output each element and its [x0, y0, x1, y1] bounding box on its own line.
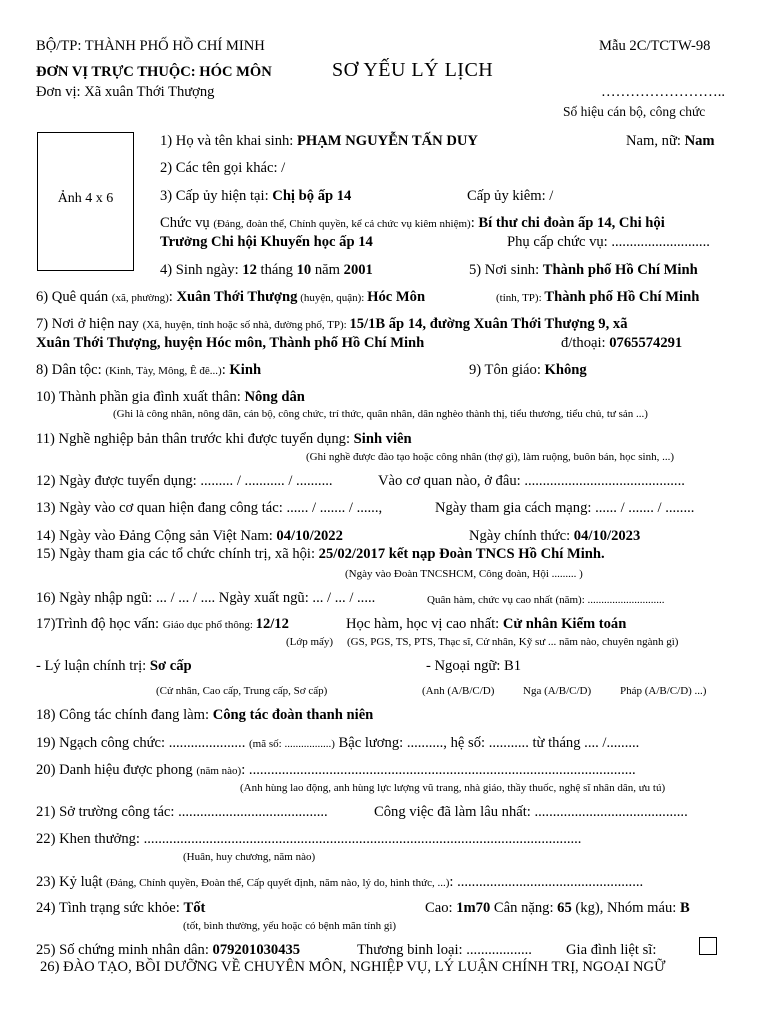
titles-label: 20) Danh hiệu được phong — [36, 762, 197, 778]
residence-line2: Xuân Thới Thượng, huyện Hóc môn, Thành phố Hồ Chí Minh — [36, 335, 425, 351]
field-martyr-family: Gia đình liệt sĩ: — [566, 942, 657, 958]
party-date-value: 04/10/2022 — [276, 528, 343, 544]
field-phone — [561, 335, 682, 352]
position-label: Chức vụ — [160, 215, 214, 231]
field-residence — [36, 316, 628, 334]
party-date-label: 14) Ngày vào Đảng Cộng sản Việt Nam: — [36, 528, 277, 544]
field-health — [36, 900, 205, 917]
education-grade-hint: (Lớp mấy) — [286, 636, 334, 648]
photo-caption: Ảnh 4 x 6 — [57, 191, 114, 206]
weight-label: Cân nặng: — [490, 900, 558, 916]
education-grade: 12/12 — [255, 616, 289, 632]
photo-placeholder — [37, 132, 134, 271]
party-official-label: Ngày chính thức: — [469, 528, 574, 544]
field-military-service: 16) Ngày nhập ngũ: ... / ... / .... Ngày xuất ngũ: ... / ... / ..... — [36, 590, 376, 606]
field-current-work — [36, 707, 373, 724]
awards-hint: (Huân, huy chương, năm nào) — [183, 851, 316, 863]
titles-hint: (Anh hùng lao động, anh hùng lực lượng vũ trang, nhà giáo, thầy thuốc, nghệ sĩ nhân dân, ưu tú) — [240, 782, 666, 794]
salary-scale: Bậc lương: .........., hệ số: ........... từ tháng .... /......... — [334, 735, 640, 751]
organizations-hint: (Ngày vào Đoàn TNCSHCM, Công đoàn, Hội ......... ) — [345, 568, 583, 580]
committee-label: 3) Cấp ủy hiện tại: — [160, 188, 273, 204]
gender-label: Nam, nữ: — [626, 133, 685, 149]
phone-label: đ/thoại: — [561, 335, 610, 351]
civil-grade-code-hint: (mã số: .................) — [249, 738, 335, 750]
field-strengths: 21) Sở trường công tác: ......................................... — [36, 804, 328, 820]
hometown-label: 6) Quê quán — [36, 289, 112, 305]
id-number-label: 25) Số chứng minh nhân dân: — [36, 942, 213, 958]
ethnicity-colon: : — [221, 362, 230, 378]
residence-line1: 15/1B ấp 14, đường Xuân Thới Thượng 9, xã — [349, 316, 628, 332]
field-full-name — [160, 133, 478, 150]
committee-value: Chị bộ ấp 14 — [272, 188, 352, 204]
discipline-hint: (Đảng, Chính quyền, Đoàn thể, Cấp quyết định, năm nào, lý do, hình thức, ...) — [106, 877, 450, 889]
form-code: Mẫu 2C/TCTW-98 — [599, 38, 711, 54]
ministry-label: BỘ/TP: THÀNH PHỐ HỒ CHÍ MINH — [36, 38, 265, 54]
organizations-value: 25/02/2017 kết nạp Đoàn TNCS Hồ Chí Minh. — [318, 546, 605, 562]
discipline-label: 23) Kỷ luật — [36, 874, 107, 890]
section-26-heading: 26) ĐÀO TẠO, BỒI DƯỠNG VỀ CHUYÊN MÔN, NGHIỆP VỤ, LÝ LUẬN CHÍNH TRỊ, NGOẠI NGỮ — [40, 959, 666, 975]
ethnicity-label: 8) Dân tộc: — [36, 362, 106, 378]
political-theory-hint: (Cử nhân, Cao cấp, Trung cấp, Sơ cấp) — [156, 685, 328, 697]
political-theory-label: - Lý luận chính trị: — [36, 658, 150, 674]
titles-year-hint: (năm nào) — [196, 765, 242, 777]
position-value-line1: Bí thư chi đoàn ấp 14, Chi hội — [478, 215, 665, 231]
weight-value: 65 — [557, 900, 572, 916]
field-foreign-language: - Ngoại ngữ: B1 — [426, 658, 522, 674]
staff-id-caption: Số hiệu cán bộ, công chức — [563, 104, 706, 119]
prior-occupation-label: 11) Nghề nghiệp bản thân trước khi được tuyển dụng: — [36, 431, 354, 447]
titles-dots: : .......................................................................................................... — [241, 762, 636, 778]
degree-label: Học hàm, học vị cao nhất: — [346, 616, 503, 632]
field-hometown — [36, 289, 425, 307]
field-recruit-date: 12) Ngày được tuyển dụng: ......... / ........... / .......... — [36, 473, 333, 489]
field-revolution-date: Ngày tham gia cách mạng: ...... / ....... / ........ — [435, 500, 695, 516]
blood-label: (kg), Nhóm máu: — [571, 900, 680, 916]
field-ethnicity — [36, 362, 261, 380]
field-hometown-province — [496, 289, 699, 307]
religion-label: 9) Tôn giáo: — [469, 362, 545, 378]
hometown-colon: : — [168, 289, 177, 305]
residence-label: 7) Nơi ở hiện nay — [36, 316, 143, 332]
unit-label: Đơn vị: Xã xuân Thới Thượng — [36, 84, 215, 100]
current-work-value: Công tác đoàn thanh niên — [212, 707, 374, 723]
language-hint-french: Pháp (A/B/C/D) ...) — [620, 685, 707, 697]
field-party-date — [36, 528, 343, 545]
hometown-commune: Xuân Thới Thượng — [176, 289, 298, 305]
current-work-label: 18) Công tác chính đang làm: — [36, 707, 213, 723]
education-label: 17)Trình độ học vấn: — [36, 616, 163, 632]
field-other-names: 2) Các tên gọi khác: / — [160, 160, 286, 176]
field-longest-job: Công việc đã làm lâu nhất: .......................................... — [374, 804, 688, 820]
civil-grade-label: 19) Ngạch công chức: ..................... — [36, 735, 249, 751]
language-hint-english: (Anh (A/B/C/D) — [422, 685, 495, 697]
family-class-label: 10) Thành phần gia đình xuất thân: — [36, 389, 245, 405]
height-value: 1m70 — [456, 900, 491, 916]
health-label: 24) Tình trạng sức khỏe: — [36, 900, 184, 916]
health-value: Tốt — [183, 900, 206, 916]
field-war-invalid: Thương binh loại: .................. — [357, 942, 532, 958]
id-number-value: 079201030435 — [212, 942, 301, 958]
field-civil-grade — [36, 735, 639, 753]
field-current-committee — [160, 188, 351, 205]
parent-unit-label: ĐƠN VỊ TRỰC THUỘC: HÓC MÔN — [36, 64, 272, 80]
discipline-dots: : ................................................... — [449, 874, 644, 890]
degree-hint: (GS, PGS, TS, PTS, Thạc sĩ, Cử nhân, Kỹ sư ... năm nào, chuyên ngành gì) — [347, 636, 679, 648]
birth-month: 10 — [296, 262, 312, 278]
hometown-hint-district: (huyện, quận): — [297, 292, 368, 304]
ethnicity-hint: (Kinh, Tày, Mông, Ê đê...) — [105, 365, 222, 377]
position-colon: : — [470, 215, 479, 231]
field-discipline — [36, 874, 643, 892]
field-titles — [36, 762, 636, 780]
field-education — [36, 616, 289, 634]
field-awards: 22) Khen thưởng: ........................................................................................................................ — [36, 831, 582, 847]
field-religion — [469, 362, 587, 379]
full-name-value: PHẠM NGUYỄN TẤN DUY — [297, 133, 478, 149]
residence-hint: (Xã, huyện, tỉnh hoặc số nhà, đường phố, TP): — [142, 319, 350, 331]
party-official-value: 04/10/2023 — [573, 528, 641, 544]
family-class-value: Nông dân — [244, 389, 305, 405]
family-class-hint: (Ghi là công nhân, nông dân, cán bộ, công chức, trí thức, quân nhân, dân nghèo thành thị, tiểu thương, tiểu chủ, tư sản ...) — [113, 408, 648, 420]
height-label: Cao: — [425, 900, 457, 916]
birth-place-label: 5) Nơi sinh: — [469, 262, 543, 278]
birth-day: 12 — [242, 262, 257, 278]
phone-value: 0765574291 — [609, 335, 683, 351]
birth-year: 2001 — [343, 262, 373, 278]
staff-id-dots: …………………….. — [601, 84, 726, 100]
field-party-official-date — [469, 528, 640, 545]
field-degree — [346, 616, 626, 633]
field-family-class — [36, 389, 305, 406]
degree-value: Cử nhân Kiểm toán — [502, 616, 627, 632]
page-title: SƠ YẾU LÝ LỊCH — [332, 59, 494, 81]
position-hint: (Đảng, đoàn thể, Chính quyền, kể cả chức vụ kiêm nhiệm) — [213, 218, 471, 230]
field-position — [160, 215, 665, 233]
language-hint-russian: Nga (A/B/C/D) — [523, 685, 592, 697]
hometown-district: Hóc Môn — [367, 289, 426, 305]
organizations-label: 15) Ngày tham gia các tổ chức chính trị, xã hội: — [36, 546, 319, 562]
field-recruit-agency: Vào cơ quan nào, ở đâu: ............................................ — [378, 473, 685, 489]
political-theory-value: Sơ cấp — [149, 658, 192, 674]
birth-year-label: năm — [311, 262, 344, 278]
prior-occupation-value: Sinh viên — [353, 431, 412, 447]
field-id-number — [36, 942, 300, 959]
field-birth-date — [160, 262, 373, 279]
birth-month-label: tháng — [256, 262, 297, 278]
full-name-label: 1) Họ và tên khai sinh: — [160, 133, 297, 149]
religion-value: Không — [544, 362, 587, 378]
education-hint: Giáo dục phổ thông: — [162, 619, 256, 631]
health-hint: (tốt, bình thường, yếu hoặc có bệnh mãn tính gì) — [183, 920, 397, 932]
field-organizations — [36, 546, 605, 563]
birth-date-label: 4) Sinh ngày: — [160, 262, 243, 278]
field-prior-occupation — [36, 431, 412, 448]
field-concurrent-committee: Cấp ủy kiêm: / — [467, 188, 554, 204]
prior-occupation-hint: (Ghi nghề được đào tạo hoặc công nhân (thợ gì), làm ruộng, buôn bán, học sinh, ...) — [306, 451, 674, 463]
gender-value: Nam — [684, 133, 715, 149]
field-position-allowance: Phụ cấp chức vụ: ........................... — [507, 234, 710, 250]
field-political-theory — [36, 658, 192, 675]
ethnicity-value: Kinh — [229, 362, 262, 378]
field-military-rank: Quân hàm, chức vụ cao nhất (năm): ............................ — [427, 594, 665, 606]
field-gender — [626, 133, 715, 150]
field-body-stats — [425, 900, 690, 917]
hometown-province: Thành phố Hồ Chí Minh — [544, 289, 700, 305]
martyr-family-checkbox[interactable] — [699, 937, 717, 955]
field-current-agency-date: 13) Ngày vào cơ quan hiện đang công tác: ...... / ....... / ......, — [36, 500, 383, 516]
field-birth-place — [469, 262, 698, 279]
blood-value: B — [680, 900, 690, 916]
hometown-hint-province: (tỉnh, TP): — [496, 292, 545, 304]
birth-place-value: Thành phố Hồ Chí Minh — [542, 262, 698, 278]
hometown-hint-commune: (xã, phường) — [111, 292, 169, 304]
position-value-line2: Trưởng Chi hội Khuyến học ấp 14 — [160, 234, 373, 250]
